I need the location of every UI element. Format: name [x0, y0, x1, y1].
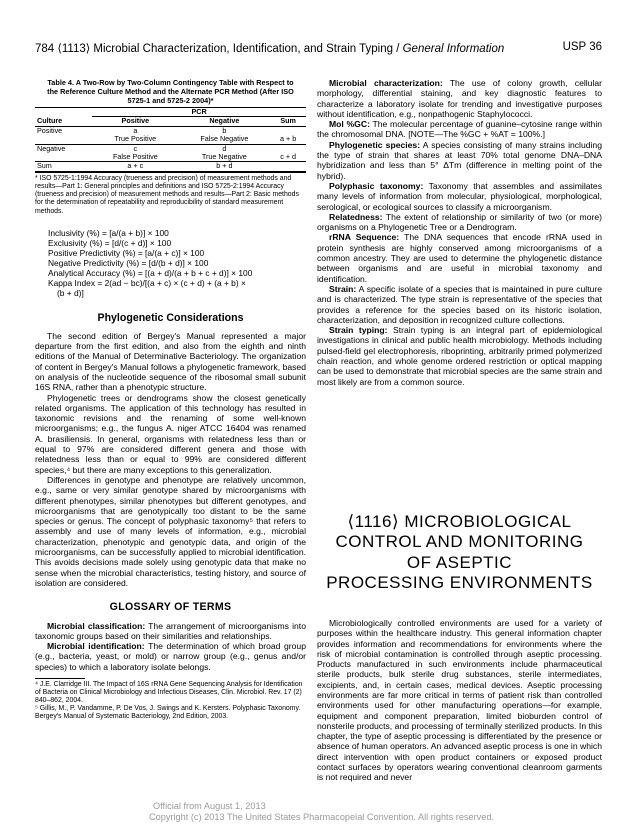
glossary-entry: Microbial identification: The determination of which broad group (e.g., bacteria, yeast, or mold) or narrow group (e.g., genus and/or species) to which a laboratory isolate belongs.: [35, 641, 306, 672]
formula-line: Inclusivity (%) = [a/(a + b)] × 100: [48, 227, 169, 238]
table-header-2: Negative: [178, 117, 270, 126]
glossary-entry: Polyphasic taxonomy: Taxonomy that assembles and assimilates many levels of information from molecular, physiological, morphological, serological, or ecological sources to classify a microorganism.: [317, 180, 602, 212]
glossary-entry: Microbial characterization: The use of colony growth, cellular morphology, differential staining, and key diagnostic features to characterize a laboratory isolate for trending and investigative purposes without identification, e.g., nonpathogenic Staphylococci.: [317, 78, 603, 119]
header-right: USP 36: [562, 41, 602, 53]
watermark: [149, 801, 494, 823]
glossary-term: Mol %GC:: [329, 119, 370, 130]
chapter-title-line: PROCESSING ENVIRONMENTS: [326, 573, 593, 593]
chapter-title-line: OF ASEPTIC: [406, 552, 513, 572]
glossary-left: [35, 621, 306, 672]
glossary-entry: Strain typing: Strain typing is an integral part of epidemiological investigations in clinical and public health microbiology. Methods including pulsed-field gel electrophoresis, riboprinting, arbitrarily primed polymerized chain reaction, and whole genome ordered restriction or optical mapping can be used to demonstrate that microbial species are the same strain and most likely are from a common source.: [317, 325, 602, 387]
glossary-term: Relatedness:: [329, 211, 383, 222]
header-left: 784 ⟨1113⟩ Microbial Characterization, Identification, and Strain Typing / General Information: [35, 43, 505, 55]
table-cell: d True Negative: [178, 144, 270, 162]
footnote-rule: [35, 678, 85, 679]
watermark-line-2: Copyright (c) 2013 The United States Pharmacopeial Convention. All rights reserved.: [149, 812, 495, 822]
formula-line: Kappa Index = 2(ad − bc)/[(a + c) × (c + d) + (a + b) ×: [48, 278, 246, 289]
table-cell: b False Negative: [178, 126, 270, 144]
glossary-term: Strain typing:: [329, 325, 388, 336]
phylo-heading: Phylogenetic Considerations: [97, 311, 244, 324]
glossary-term: Phylogenetic species:: [329, 139, 421, 150]
table-header-row: [35, 117, 306, 126]
glossary-right: [317, 78, 602, 387]
glossary-term: Strain:: [329, 283, 357, 294]
table-note: * ISO 5725-1:1994 Accuracy (trueness and precision) of measurement methods and results—Part 1: General principles and definitions and ISO 5725-2:1994 Accuracy (trueness and precision) of measurement methods and results—Part 2: Basic methods for the determination of repeatability and reproducibility of standard measurement methods.: [35, 172, 306, 216]
glossary-term: Microbial characterization:: [329, 78, 443, 88]
table-cell: Negative: [35, 144, 92, 162]
footnote-2: ⁵ Gillis, M., P. Vandamme, P. De Vos, J. Swings and K. Kersters. Polyphasic Taxonomy. Bergey's Manual of Systematic Bacteriology, 2nd Edition, 2003.: [35, 705, 301, 721]
table-cell: c + d: [270, 144, 306, 162]
formula-line: Positive Predictivity (%) = [a/(a + c)] × 100: [48, 248, 205, 259]
footnote-1: ⁴ J.E. Clarridge III. The Impact of 16S rRNA Gene Sequencing Analysis for Identification of Bacteria on Clinical Microbiology and Infectious Diseases, Clin. Microbiol. Rev. 17 (2) 840–862, 2004.: [35, 681, 303, 705]
watermark-line-1: Official from August 1, 2013: [153, 801, 266, 811]
table-cell: [270, 162, 306, 171]
table-cell: a True Positive: [92, 126, 178, 144]
table-cell: a + b: [270, 126, 306, 144]
table-header-3: Sum: [270, 117, 306, 126]
table-row: [35, 162, 306, 171]
table-cell: Sum: [35, 162, 92, 171]
chapter-title-line: CONTROL AND MONITORING: [335, 532, 584, 552]
table-row: [35, 144, 306, 162]
glossary-term: Microbial identification:: [47, 641, 145, 652]
formula-line: (b + d)]: [57, 288, 84, 299]
phylo-paragraph-2: Phylogenetic trees or dendrograms show the closest genetically related organisms. The application of this technology has resulted in taxonomic revisions and the renaming of some well-known microorganisms; e.g., the fungus A. niger ATCC 16404 was renamed A. brasiliensis. In general, organisms with relatedness less than or equal to 97% are considered different genera and those with relatedness less than or equal to 99% are considered different species,⁴ but there are many exceptions to this generalization.: [35, 392, 306, 475]
formula-list: [48, 228, 306, 299]
glossary-term: Microbial classification:: [47, 620, 146, 631]
glossary-entry: Strain: A specific isolate of a species that is maintained in pure culture and is characterized. The type strain is representative of the species that provides a reference for the species based on its historic isolation, characterization, and deposition in recognized culture collections.: [317, 283, 602, 325]
glossary-entry: rRNA Sequence: The DNA sequences that encode rRNA used in protein synthesis are highly conserved among microorganisms of a common ancestry. They are used to determine the phylogenetic distance between organisms and are useful in microbial taxonomy and identification.: [317, 232, 602, 284]
table-header-1: Positive: [92, 117, 178, 126]
chapter-intro: Microbiologically controlled environments are used for a variety of purposes within the healthcare industry. This general information chapter provides information and recommendations for environments where the risk of microbial contamination is controlled through aseptic processing. Products manufactured in such environments include pharmaceutical sterile products, bulk sterile drug substances, sterile intermediates, excipients, and, in certain cases, medical devices. Aseptic processing environments are far more critical in terms of patient risk than controlled environments used for other manufacturing operations—for example, equipment and component preparation, limited bioburden control of nonsterile products, and processing of terminally sterilized products. In this chapter, the type of aseptic processing is differentiated by the presence or absence of human operators. An advanced aseptic process is one in which direct intervention with open product containers or exposed product contact surfaces by operators wearing conventional cleanroom garments is not required and never: [317, 617, 602, 783]
chapter-title: [317, 512, 602, 594]
table-caption: Table 4. A Two-Row by Two-Column Contingency Table with Respect to the Reference Culture Method and the Alternate PCR Method (After ISO 5725-1 and 5725-2 2004)*: [47, 78, 294, 105]
left-column: [35, 78, 306, 721]
glossary-term: rRNA Sequence:: [329, 232, 400, 243]
phylo-paragraph-1: The second edition of Bergey's Manual represented a major departure from the first edition, and also from the eighth and ninth editions of the Manual of Determinative Bacteriology. The organization of content in Bergey's Manual follows a phylogenetic framework, based on analysis of the nucleotide sequence of the ribosomal small subunit 16S RNA, rather than a phenotypic structure.: [35, 330, 306, 393]
table-row: [35, 126, 306, 144]
table-header-0: Culture: [35, 117, 92, 126]
table-cell: Positive: [35, 126, 92, 144]
table-cell: c False Positive: [92, 144, 178, 162]
glossary-entry: Phylogenetic species: A species consisting of many strains including the type of strain that shares at least 70% total genome DNA–DNA hybridization and less than 5° ΔTm (difference in melting point of the hybrid).: [317, 139, 602, 181]
glossary-entry: Microbial classification: The arrangement of microorganisms into taxonomic groups based on their similarities and relationships.: [35, 620, 306, 641]
right-column: [317, 78, 602, 783]
running-header: [35, 41, 602, 55]
table-cell: b + d: [178, 162, 270, 171]
glossary-entry: Relatedness: The extent of relationship or similarity of two (or more) organisms on a Phylogenetic Tree or a Dendrogram.: [317, 211, 602, 233]
header-section: General Information: [402, 43, 505, 55]
chapter-title-line: ⟨1116⟩ MICROBIOLOGICAL: [347, 511, 572, 531]
formula-line: Analytical Accuracy (%) = [(a + d)/(a + b + c + d)] × 100: [48, 268, 253, 279]
glossary-heading: GLOSSARY OF TERMS: [109, 601, 232, 614]
glossary-term: Polyphasic taxonomy:: [329, 180, 424, 191]
formula-line: Exclusivity (%) = [d/(c + d)] × 100: [48, 237, 172, 248]
table-cell: a + c: [92, 162, 178, 171]
phylo-paragraph-3: Differences in genotype and phenotype are relatively uncommon, e.g., same or very similar genotype shared by microorganisms with different phenotypes, similar phenotypes but different genotypes, and microorganisms that are genotypically too distant to be the same species or genus. The concept of polyphasic taxonomy⁵ that refers to assembly and use of many levels of information, e.g., microbial characterization, phenotypic and genotypic data, and origin of the microorganisms, can be successfully applied to microbial identification. This avoids decisions made solely using genotypic data that make no sense when the microbial characteristics, testing history, and source of isolation are considered.: [35, 474, 306, 588]
pcr-header: PCR: [92, 108, 306, 117]
contingency-table: [35, 107, 306, 172]
formula-line: Negative Predictivity (%) = [d/(b + d)] × 100: [48, 258, 209, 269]
glossary-entry: Mol %GC: The molecular percentage of guanine–cytosine range within the chromosomal DNA. [NOTE—The %GC + %AT = 100%.]: [317, 119, 603, 140]
